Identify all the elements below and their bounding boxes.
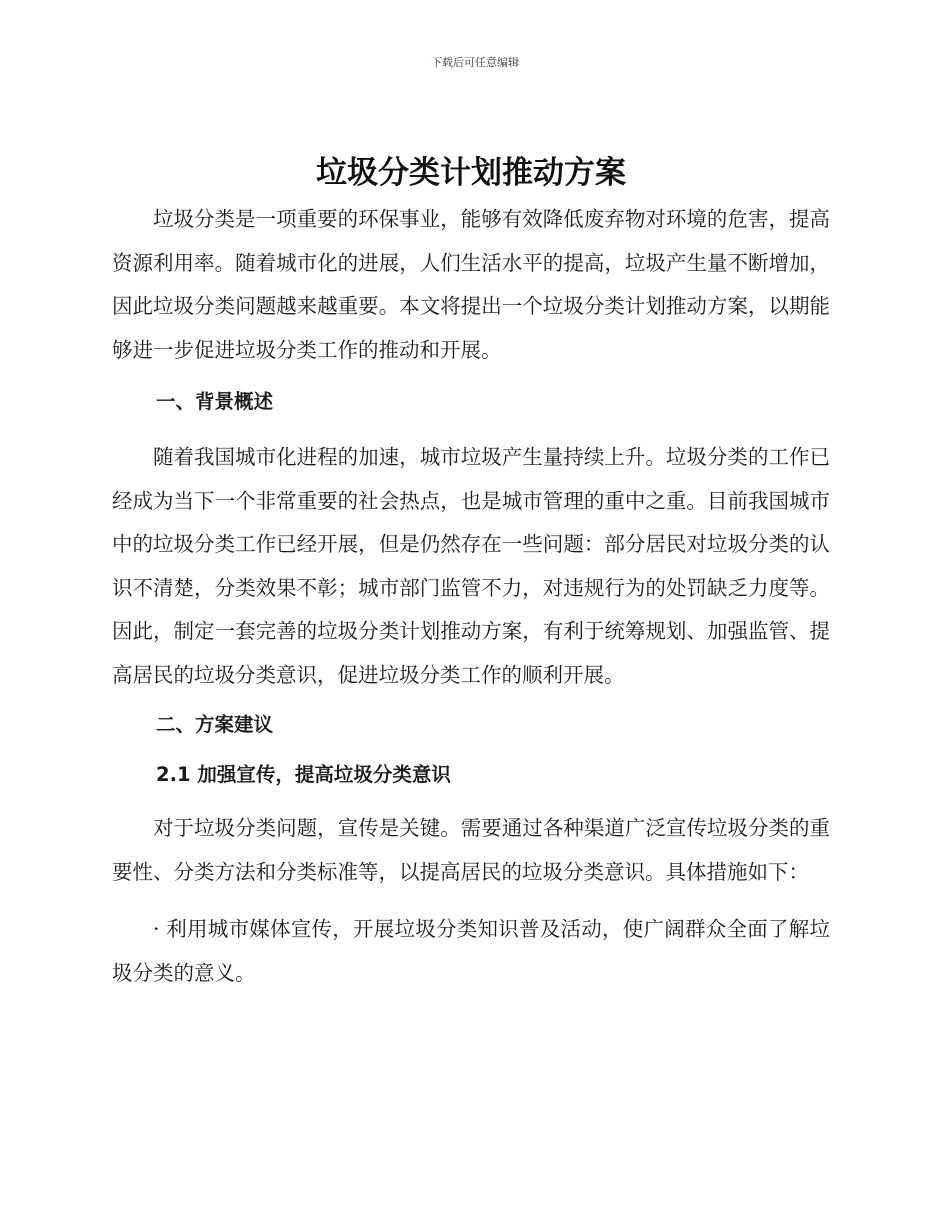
section-heading-background: 一、背景概述 [156,390,274,413]
intro-paragraph: 垃圾分类是一项重要的环保事业，能够有效降低废弃物对环境的危害，提高资源利用率。随着城市化的进展，人们生活水平的提高，垃圾产生量不断增加，因此垃圾分类问题越来越重要。本文将提出一个垃圾分类计划推动方案，以期能够进一步促进垃圾分类工作的推动和开展。 [112,207,830,362]
bullet-item: · 利用城市媒体宣传，开展垃圾分类知识普及活动，使广阔群众全面了解垃圾分类的意义。 [112,917,830,985]
publicity-paragraph: 对于垃圾分类问题，宣传是关键。需要通过各种渠道广泛宣传垃圾分类的重要性、分类方法和分类标准等，以提高居民的垃圾分类意识。具体措施如下： [112,816,830,884]
document-title: 垃圾分类计划推动方案 [316,155,626,191]
document-body [112,148,830,995]
section-heading-proposal: 二、方案建议 [156,713,274,736]
header-note: 下载后可任意编辑 [431,56,519,69]
background-paragraph: 随着我国城市化进程的加速，城市垃圾产生量持续上升。垃圾分类的工作已经成为当下一个非常重要的社会热点，也是城市管理的重中之重。目前我国城市中的垃圾分类工作已经开展，但是仍然存在一些问题：部分居民对垃圾分类的认识不清楚，分类效果不彰；城市部门监管不力，对违规行为的处罚缺乏力度等。因此，制定一套完善的垃圾分类计划推动方案，有利于统筹规划、加强监管、提高居民的垃圾分类意识，促进垃圾分类工作的顺利开展。 [112,445,830,687]
subsection-heading-publicity: 2.1 加强宣传，提高垃圾分类意识 [156,763,451,786]
